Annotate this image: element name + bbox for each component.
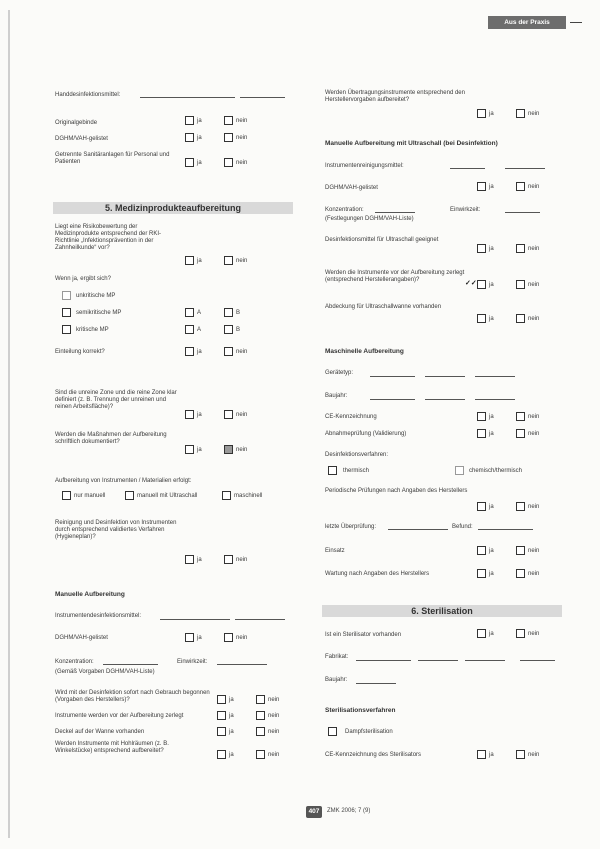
- no-label: nein: [528, 504, 540, 510]
- hollow-yes-checkbox[interactable]: [217, 750, 226, 759]
- build-year-field-3[interactable]: [475, 399, 515, 400]
- device-type-field[interactable]: [370, 376, 415, 377]
- us-cover-label: Abdeckung für Ultraschallwanne vorhanden: [325, 304, 442, 310]
- steam-checkbox[interactable]: [328, 727, 337, 736]
- yes-label: ja: [489, 184, 494, 190]
- original-container-no-checkbox[interactable]: [224, 116, 233, 125]
- build-year-field[interactable]: [370, 399, 415, 400]
- no-label: nein: [236, 635, 248, 641]
- maintenance-label: Wartung nach Angaben des Herstellers: [325, 571, 430, 577]
- make-field-4[interactable]: [520, 660, 555, 661]
- no-label: nein: [528, 184, 540, 190]
- hand-disinfectant-field[interactable]: [140, 97, 235, 98]
- instrument-cleaner-field[interactable]: [450, 168, 485, 169]
- device-type-field-3[interactable]: [475, 376, 515, 377]
- yes-label: ja: [489, 414, 494, 420]
- validated-no-checkbox[interactable]: [224, 555, 233, 564]
- yes-label: ja: [229, 752, 234, 758]
- processing-method-label: Aufbereitung von Instrumenten / Materialien erfolgt:: [55, 478, 192, 484]
- yes-label: ja: [489, 246, 494, 252]
- no-label: nein: [268, 713, 280, 719]
- zones-no-checkbox[interactable]: [224, 410, 233, 419]
- manual-concentration-field[interactable]: [103, 664, 158, 665]
- make-field-2[interactable]: [418, 660, 458, 661]
- validated-yes-checkbox[interactable]: [185, 555, 194, 564]
- yes-label: ja: [197, 349, 202, 355]
- handpieces-no-checkbox[interactable]: [516, 109, 525, 118]
- no-label: nein: [268, 752, 280, 758]
- yes-label: ja: [489, 111, 494, 117]
- no-label: nein: [528, 111, 540, 117]
- semicritical-a-checkbox[interactable]: [185, 308, 194, 317]
- ce-mark-yes-checkbox[interactable]: [477, 412, 486, 421]
- yes-label: ja: [229, 697, 234, 703]
- maintenance-no-checkbox[interactable]: [516, 569, 525, 578]
- yes-label: ja: [197, 258, 202, 264]
- yes-label: ja: [489, 431, 494, 437]
- semicritical-mp-checkbox[interactable]: [62, 308, 71, 317]
- finding-label: Befund:: [452, 524, 473, 530]
- immediate-yes-checkbox[interactable]: [217, 695, 226, 704]
- section-tab: Aus der Praxis: [488, 16, 566, 29]
- uncritical-mp-checkbox[interactable]: [62, 291, 71, 300]
- us-disassembled-no-checkbox[interactable]: [516, 280, 525, 289]
- acceptance-no-checkbox[interactable]: [516, 429, 525, 438]
- no-label: nein: [268, 729, 280, 735]
- option-b-label: B: [236, 310, 241, 316]
- yes-label: ja: [197, 412, 202, 418]
- us-dghm-note: (Festlegungen DGHM/VAH-Liste): [325, 216, 414, 222]
- manual-exposure-field[interactable]: [217, 664, 267, 665]
- separate-sanitary-yes-checkbox[interactable]: [185, 158, 194, 167]
- no-label: nein: [528, 431, 540, 437]
- journal-reference: ZMK 2006; 7 (9): [327, 808, 371, 814]
- thermal-checkbox[interactable]: [328, 466, 337, 475]
- option-a-label: A: [197, 310, 202, 316]
- manual-dghm-no-checkbox[interactable]: [224, 633, 233, 642]
- lid-no-checkbox[interactable]: [256, 727, 265, 736]
- no-label: nein: [236, 412, 248, 418]
- yes-label: ja: [197, 557, 202, 563]
- critical-mp-label: kritische MP: [76, 327, 109, 333]
- acceptance-test-label: Abnahmeprüfung (Validierung): [325, 431, 407, 437]
- no-label: nein: [236, 160, 248, 166]
- lid-yes-checkbox[interactable]: [217, 727, 226, 736]
- machine-label: maschinell: [234, 493, 263, 499]
- uncritical-mp-label: unkritische MP: [76, 293, 116, 299]
- disinfection-method-label: Desinfektionsverfahren:: [325, 452, 389, 458]
- hollow-no-checkbox[interactable]: [256, 750, 265, 759]
- us-concentration-field[interactable]: [375, 212, 415, 213]
- separate-sanitary-no-checkbox[interactable]: [224, 158, 233, 167]
- manual-ultrasound-label: manuell mit Ultraschall: [137, 493, 198, 499]
- use-yes-checkbox[interactable]: [477, 546, 486, 555]
- us-disassembled-yes-checkbox[interactable]: [477, 280, 486, 289]
- sterilizer-no-checkbox[interactable]: [516, 629, 525, 638]
- periodic-yes-checkbox[interactable]: [477, 502, 486, 511]
- no-label: nein: [528, 752, 540, 758]
- no-label: nein: [236, 447, 248, 453]
- dghm-listed-label: DGHM/VAH-gelistet: [55, 136, 108, 142]
- us-dghm-label: DGHM/VAH-gelistet: [325, 185, 378, 191]
- build-year-label: Baujahr:: [325, 393, 348, 399]
- last-check-label: letzte Überprüfung:: [325, 524, 377, 530]
- use-no-checkbox[interactable]: [516, 546, 525, 555]
- critical-mp-checkbox[interactable]: [62, 325, 71, 334]
- yes-label: ja: [197, 635, 202, 641]
- us-cover-yes-checkbox[interactable]: [477, 314, 486, 323]
- manual-exposure-label: Einwirkzeit:: [177, 659, 208, 665]
- us-concentration-label: Konzentration:: [325, 207, 364, 213]
- risk-assessment-no-checkbox[interactable]: [224, 256, 233, 265]
- option-a-label: A: [197, 327, 202, 333]
- make-field[interactable]: [356, 660, 411, 661]
- yes-label: ja: [489, 752, 494, 758]
- manual-dghm-yes-checkbox[interactable]: [185, 633, 194, 642]
- original-container-yes-checkbox[interactable]: [185, 116, 194, 125]
- sterilizer-ce-label: CE-Kennzeichnung des Sterilisators: [325, 752, 422, 758]
- risk-assessment-yes-checkbox[interactable]: [185, 256, 194, 265]
- disassembled-yes-checkbox[interactable]: [217, 711, 226, 720]
- yes-label: ja: [197, 118, 202, 124]
- manual-ultrasound-checkbox[interactable]: [125, 491, 134, 500]
- sterilizer-ce-yes-checkbox[interactable]: [477, 750, 486, 759]
- sterilizer-present-label: Ist ein Sterilisator vorhanden: [325, 632, 402, 638]
- us-exposure-field[interactable]: [505, 212, 540, 213]
- ce-mark-label: CE-Kennzeichnung: [325, 414, 377, 420]
- no-label: nein: [528, 631, 540, 637]
- us-cover-no-checkbox[interactable]: [516, 314, 525, 323]
- chemothermal-label: chemisch/thermisch: [469, 468, 523, 474]
- risk-assessment-label: Liegt eine Risikobewertung der Medizinprodukte entsprechend der RKI-Richtlinie „Infektionsprävention in der Zahnheilkunde“ vor?: [55, 224, 162, 251]
- yes-label: ja: [489, 504, 494, 510]
- dghm-listed-yes-checkbox[interactable]: [185, 133, 194, 142]
- section-tab-rule: [570, 22, 582, 23]
- page-edge-line: [8, 10, 10, 838]
- us-suitable-no-checkbox[interactable]: [516, 244, 525, 253]
- option-b-label: B: [236, 327, 241, 333]
- documented-label: Werden die Maßnahmen der Aufbereitung schriftlich dokumentiert?: [55, 432, 167, 445]
- section-5-header: 5. Medizinprodukteaufbereitung: [53, 202, 293, 214]
- no-label: nein: [528, 316, 540, 322]
- original-container-label: Originalgebinde: [55, 120, 98, 126]
- sterilizer-year-field[interactable]: [356, 683, 396, 684]
- maintenance-yes-checkbox[interactable]: [477, 569, 486, 578]
- handpieces-yes-checkbox[interactable]: [477, 109, 486, 118]
- no-label: nein: [236, 349, 248, 355]
- validated-cleaning-label: Reinigung und Desinfektion von Instrumenten durch entsprechend validiertes Verfahren (Hygieneplan)?: [55, 520, 177, 540]
- separate-sanitary-label: Getrennte Sanitäranlagen für Personal und Patienten: [55, 152, 170, 165]
- manual-concentration-label: Konzentration:: [55, 659, 94, 665]
- yes-label: ja: [197, 160, 202, 166]
- immediate-no-checkbox[interactable]: [256, 695, 265, 704]
- periodic-no-checkbox[interactable]: [516, 502, 525, 511]
- instrument-disinfectant-label: Instrumentendesinfektionsmittel:: [55, 613, 142, 619]
- instrument-cleaner-field-2[interactable]: [505, 168, 545, 169]
- classification-yes-checkbox[interactable]: [185, 347, 194, 356]
- if-yes-label: Wenn ja, ergibt sich?: [55, 276, 111, 282]
- yes-label: ja: [489, 548, 494, 554]
- handpieces-label: Werden Übertragungsinstrumente entsprechend den Herstellervorgaben aufbereitet?: [325, 90, 465, 103]
- immediate-disinfection-label: Wird mit der Desinfektion sofort nach Gebrauch begonnen (Vorgaben des Herstellers)?: [55, 690, 210, 703]
- no-label: nein: [528, 571, 540, 577]
- documented-yes-checkbox[interactable]: [185, 445, 194, 454]
- disassembled-label: Instrumente werden vor der Aufbereitung zerlegt: [55, 713, 184, 719]
- thermal-label: thermisch: [343, 468, 370, 474]
- yes-label: ja: [197, 135, 202, 141]
- finding-field[interactable]: [478, 529, 533, 530]
- yes-label: ja: [489, 282, 494, 288]
- yes-label: ja: [489, 631, 494, 637]
- sterilization-method-heading: Sterilisationsverfahren: [325, 707, 396, 714]
- device-type-field-2[interactable]: [425, 376, 465, 377]
- use-label: Einsatz: [325, 548, 345, 554]
- acceptance-yes-checkbox[interactable]: [477, 429, 486, 438]
- critical-a-checkbox[interactable]: [185, 325, 194, 334]
- critical-b-checkbox[interactable]: [224, 325, 233, 334]
- zones-yes-checkbox[interactable]: [185, 410, 194, 419]
- no-label: nein: [236, 135, 248, 141]
- manual-dghm-note: (Gemäß Vorgaben DGHM/VAH-Liste): [55, 669, 155, 675]
- us-dghm-no-checkbox[interactable]: [516, 182, 525, 191]
- ce-mark-no-checkbox[interactable]: [516, 412, 525, 421]
- instrument-disinfectant-field[interactable]: [160, 619, 230, 620]
- no-label: nein: [528, 246, 540, 252]
- yes-label: ja: [489, 316, 494, 322]
- yes-label: ja: [229, 729, 234, 735]
- section-6-header: 6. Sterilisation: [322, 605, 562, 617]
- manual-dghm-label: DGHM/VAH-gelistet: [55, 635, 108, 641]
- yes-label: ja: [197, 447, 202, 453]
- lid-present-label: Deckel auf der Wanne vorhanden: [55, 729, 145, 735]
- disassembled-no-checkbox[interactable]: [256, 711, 265, 720]
- make-label: Fabrikat:: [325, 654, 349, 660]
- no-label: nein: [236, 118, 248, 124]
- ultrasound-heading: Manuelle Aufbereitung mit Ultraschall (bei Desinfektion): [325, 140, 498, 147]
- sterilizer-ce-no-checkbox[interactable]: [516, 750, 525, 759]
- hand-disinfectant-label: Handdesinfektionsmittel:: [55, 92, 121, 98]
- classification-no-checkbox[interactable]: [224, 347, 233, 356]
- machine-heading: Maschinelle Aufbereitung: [325, 348, 404, 355]
- hand-disinfectant-field-2[interactable]: [240, 97, 285, 98]
- page-number: 407: [306, 806, 322, 818]
- dghm-listed-no-checkbox[interactable]: [224, 133, 233, 142]
- make-field-3[interactable]: [465, 660, 505, 661]
- no-label: nein: [236, 258, 248, 264]
- no-label: nein: [268, 697, 280, 703]
- manual-only-label: nur manuell: [74, 493, 106, 499]
- us-disassembled-label: Werden die Instrumente vor der Aufbereitung zerlegt (entsprechend Herstellerangaben)?: [325, 270, 465, 283]
- no-label: nein: [528, 548, 540, 554]
- zones-defined-label: Sind die unreine Zone und die reine Zone klar definiert (z. B. Trennung der unreinen und reinen Arbeitsfläche)?: [55, 390, 177, 410]
- last-check-field[interactable]: [388, 529, 448, 530]
- instrument-cleaner-label: Instrumentenreinigungsmittel:: [325, 163, 404, 169]
- us-dghm-yes-checkbox[interactable]: [477, 182, 486, 191]
- manual-processing-heading: Manuelle Aufbereitung: [55, 591, 125, 598]
- us-suitable-yes-checkbox[interactable]: [477, 244, 486, 253]
- classification-correct-label: Einteilung korrekt?: [55, 349, 105, 355]
- sterilizer-yes-checkbox[interactable]: [477, 629, 486, 638]
- sterilizer-year-label: Baujahr:: [325, 677, 348, 683]
- machine-checkbox[interactable]: [222, 491, 231, 500]
- device-type-label: Gerätetyp:: [325, 370, 354, 376]
- yes-label: ja: [229, 713, 234, 719]
- manual-only-checkbox[interactable]: [62, 491, 71, 500]
- us-suitable-label: Desinfektionsmittel für Ultraschall geeignet: [325, 237, 439, 243]
- build-year-field-2[interactable]: [425, 399, 465, 400]
- documented-no-checkbox[interactable]: [224, 445, 233, 454]
- no-label: nein: [528, 282, 540, 288]
- no-label: nein: [528, 414, 540, 420]
- semicritical-b-checkbox[interactable]: [224, 308, 233, 317]
- semicritical-mp-label: semikritische MP: [76, 310, 122, 316]
- hollow-instruments-label: Werden Instrumente mit Hohlräumen (z. B. Winkelstücke) entsprechend aufbereitet?: [55, 741, 169, 754]
- instrument-disinfectant-field-2[interactable]: [235, 619, 285, 620]
- steam-label: Dampfsterilisation: [345, 729, 393, 735]
- us-exposure-label: Einwirkzeit:: [450, 207, 481, 213]
- periodic-tests-label: Periodische Prüfungen nach Angaben des Herstellers: [325, 488, 468, 494]
- no-label: nein: [236, 557, 248, 563]
- chemothermal-checkbox[interactable]: [455, 466, 464, 475]
- yes-label: ja: [489, 571, 494, 577]
- handwritten-mark: ✓✓: [465, 280, 477, 287]
